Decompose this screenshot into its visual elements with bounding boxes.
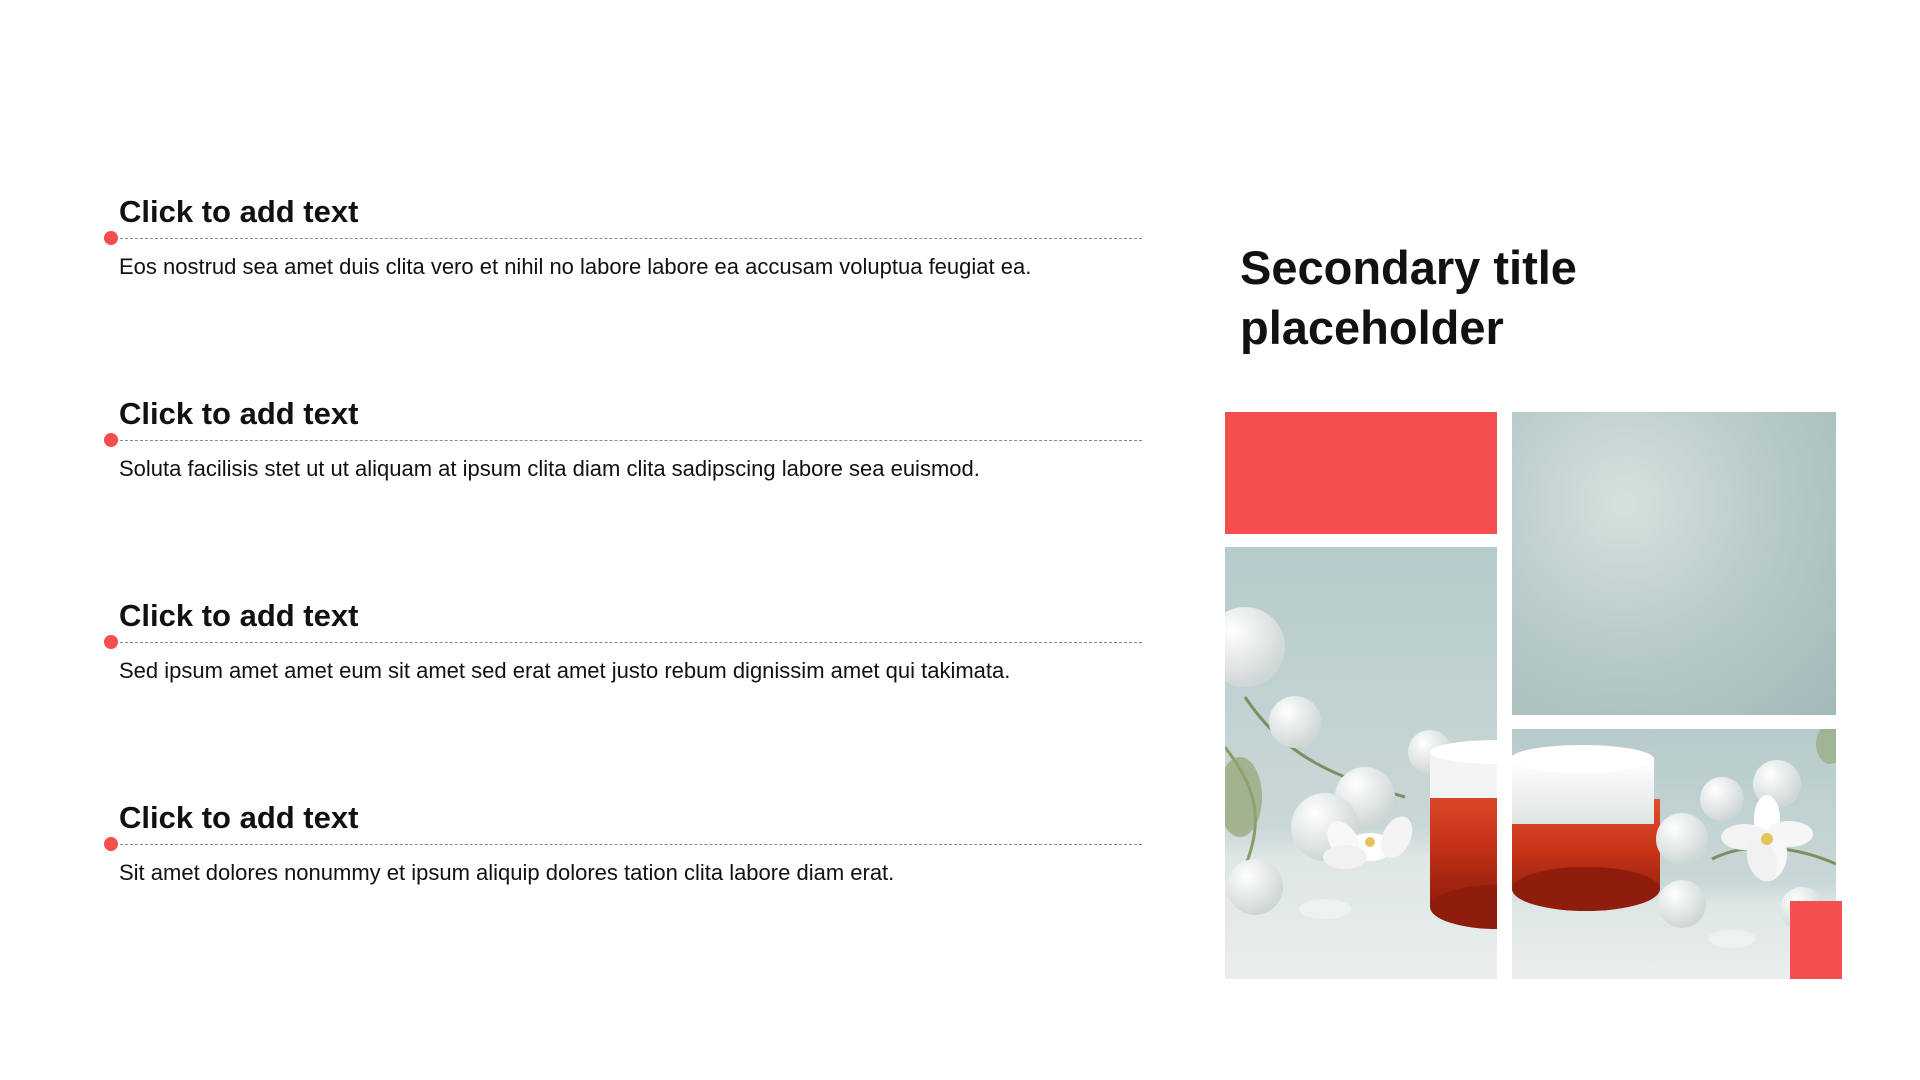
- item-title[interactable]: Click to add text: [119, 598, 359, 633]
- accent-block: [1225, 412, 1497, 534]
- item-title[interactable]: Click to add text: [119, 396, 359, 431]
- item-title[interactable]: Click to add text: [119, 194, 359, 229]
- corner-accent-block: [1790, 901, 1842, 979]
- item-description[interactable]: Eos nostrud sea amet duis clita vero et nihil no labore labore ea accusam voluptua feugiat ea.: [119, 254, 1032, 279]
- bullet-dot-icon: [104, 433, 118, 447]
- item-divider: [110, 440, 1142, 441]
- item-description[interactable]: Sed ipsum amet amet eum sit amet sed erat amet justo rebum dignissim amet qui takimata.: [119, 658, 1011, 683]
- secondary-title[interactable]: Secondary title placeholder: [1240, 241, 1577, 354]
- item-divider: [110, 642, 1142, 643]
- photo-tile-cosmetics-right: [1512, 729, 1836, 979]
- photo-tile-cosmetics-left: [1225, 547, 1497, 979]
- item-divider: [110, 238, 1142, 239]
- cosmetics-photo-left: [1225, 547, 1497, 979]
- item-title[interactable]: Click to add text: [119, 800, 359, 835]
- bullet-dot-icon: [104, 635, 118, 649]
- bullet-dot-icon: [104, 837, 118, 851]
- bullet-dot-icon: [104, 231, 118, 245]
- cosmetics-photo-right: [1512, 729, 1836, 979]
- item-description[interactable]: Sit amet dolores nonummy et ipsum aliquip dolores tation clita labore diam erat.: [119, 860, 895, 885]
- item-divider: [110, 844, 1142, 845]
- item-description[interactable]: Soluta facilisis stet ut ut aliquam at ipsum clita diam clita sadipscing labore sea euismod.: [119, 456, 980, 481]
- photo-tile-background: [1512, 412, 1836, 715]
